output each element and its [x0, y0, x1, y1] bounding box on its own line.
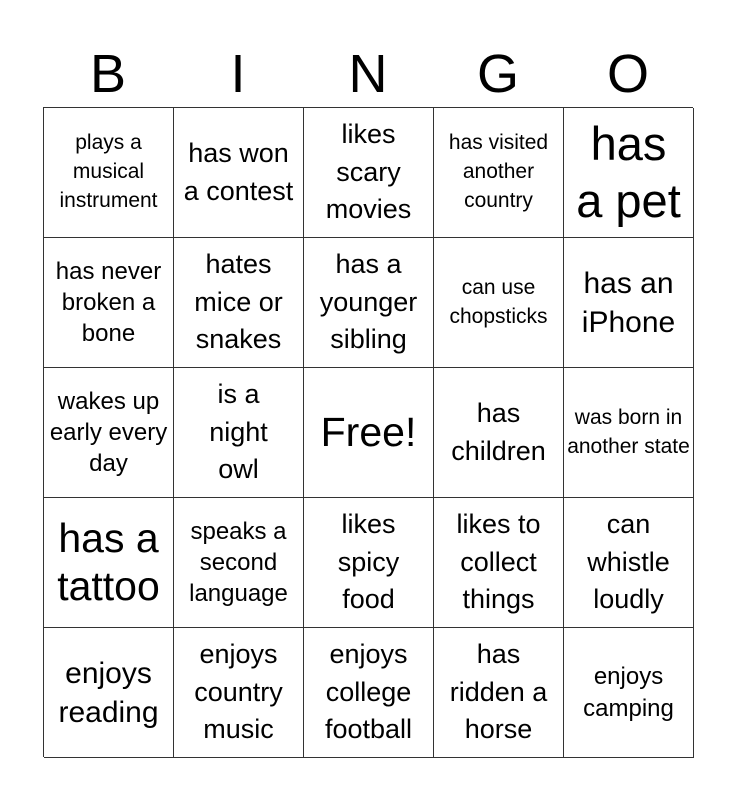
cell-label: Free! — [320, 408, 417, 455]
cell-label: hates mice or snakes — [194, 248, 283, 355]
cell-label: has visited another country — [448, 131, 549, 212]
cell-label: enjoys country music — [194, 638, 283, 745]
bingo-cell-r3c3[interactable] — [304, 368, 434, 498]
header-letter-b: B — [89, 44, 127, 104]
header-letter-i: I — [230, 44, 246, 104]
cell-label: has a tattoo — [57, 515, 160, 609]
bingo-cell-r3c4[interactable] — [434, 368, 564, 498]
cell-label: enjoys college football — [324, 638, 413, 745]
bingo-cell-r4c1[interactable] — [44, 498, 174, 628]
bingo-cell-r1c5[interactable] — [564, 108, 694, 238]
bingo-cell-r4c4[interactable] — [434, 498, 564, 628]
cell-label: can use chopsticks — [449, 275, 548, 328]
bingo-cell-r5c5[interactable] — [564, 628, 694, 758]
bingo-cell-r3c1[interactable] — [44, 368, 174, 498]
cell-label: has a younger sibling — [319, 248, 418, 355]
bingo-cell-r5c4[interactable] — [434, 628, 564, 758]
bingo-cell-r1c3[interactable] — [304, 108, 434, 238]
bingo-cell-r5c3[interactable] — [304, 628, 434, 758]
cell-label: is a night owl — [209, 378, 268, 485]
bingo-cell-r2c2[interactable] — [174, 238, 304, 368]
bingo-cell-r1c1[interactable] — [44, 108, 174, 238]
header-letter-o: O — [606, 44, 649, 104]
cell-label: has an iPhone — [581, 266, 676, 339]
bingo-cell-r1c4[interactable] — [434, 108, 564, 238]
cell-label: enjoys camping — [583, 663, 674, 722]
bingo-cell-r4c5[interactable] — [564, 498, 694, 628]
bingo-cell-r2c3[interactable] — [304, 238, 434, 368]
bingo-board — [43, 107, 693, 757]
cell-label: plays a musical instrument — [59, 131, 158, 212]
cell-label: speaks a second language — [189, 517, 288, 608]
cell-label: can whistle loudly — [587, 508, 670, 615]
bingo-cell-r5c2[interactable] — [174, 628, 304, 758]
cell-label: likes scary movies — [325, 118, 412, 225]
bingo-header — [43, 40, 693, 108]
cell-label: has children — [451, 397, 546, 466]
cell-label: has won a contest — [183, 137, 294, 206]
cell-label: has never broken a bone — [55, 257, 162, 348]
bingo-cell-r3c5[interactable] — [564, 368, 694, 498]
bingo-cell-r4c2[interactable] — [174, 498, 304, 628]
header-letter-g: G — [476, 44, 519, 104]
bingo-cell-r1c2[interactable] — [174, 108, 304, 238]
cell-label: likes spicy food — [337, 508, 400, 615]
bingo-cell-r3c2[interactable] — [174, 368, 304, 498]
bingo-cell-r2c1[interactable] — [44, 238, 174, 368]
bingo-cell-r4c3[interactable] — [304, 498, 434, 628]
bingo-cell-r2c4[interactable] — [434, 238, 564, 368]
bingo-cell-r5c1[interactable] — [44, 628, 174, 758]
header-letter-n: N — [348, 44, 388, 104]
cell-label: likes to collect things — [456, 508, 541, 615]
cell-label: wakes up early every day — [49, 387, 168, 478]
cell-label: has ridden a horse — [449, 638, 548, 745]
cell-label: enjoys reading — [58, 656, 159, 729]
bingo-cell-r2c5[interactable] — [564, 238, 694, 368]
cell-label: has a pet — [576, 117, 681, 227]
cell-label: was born in another state — [567, 405, 690, 458]
